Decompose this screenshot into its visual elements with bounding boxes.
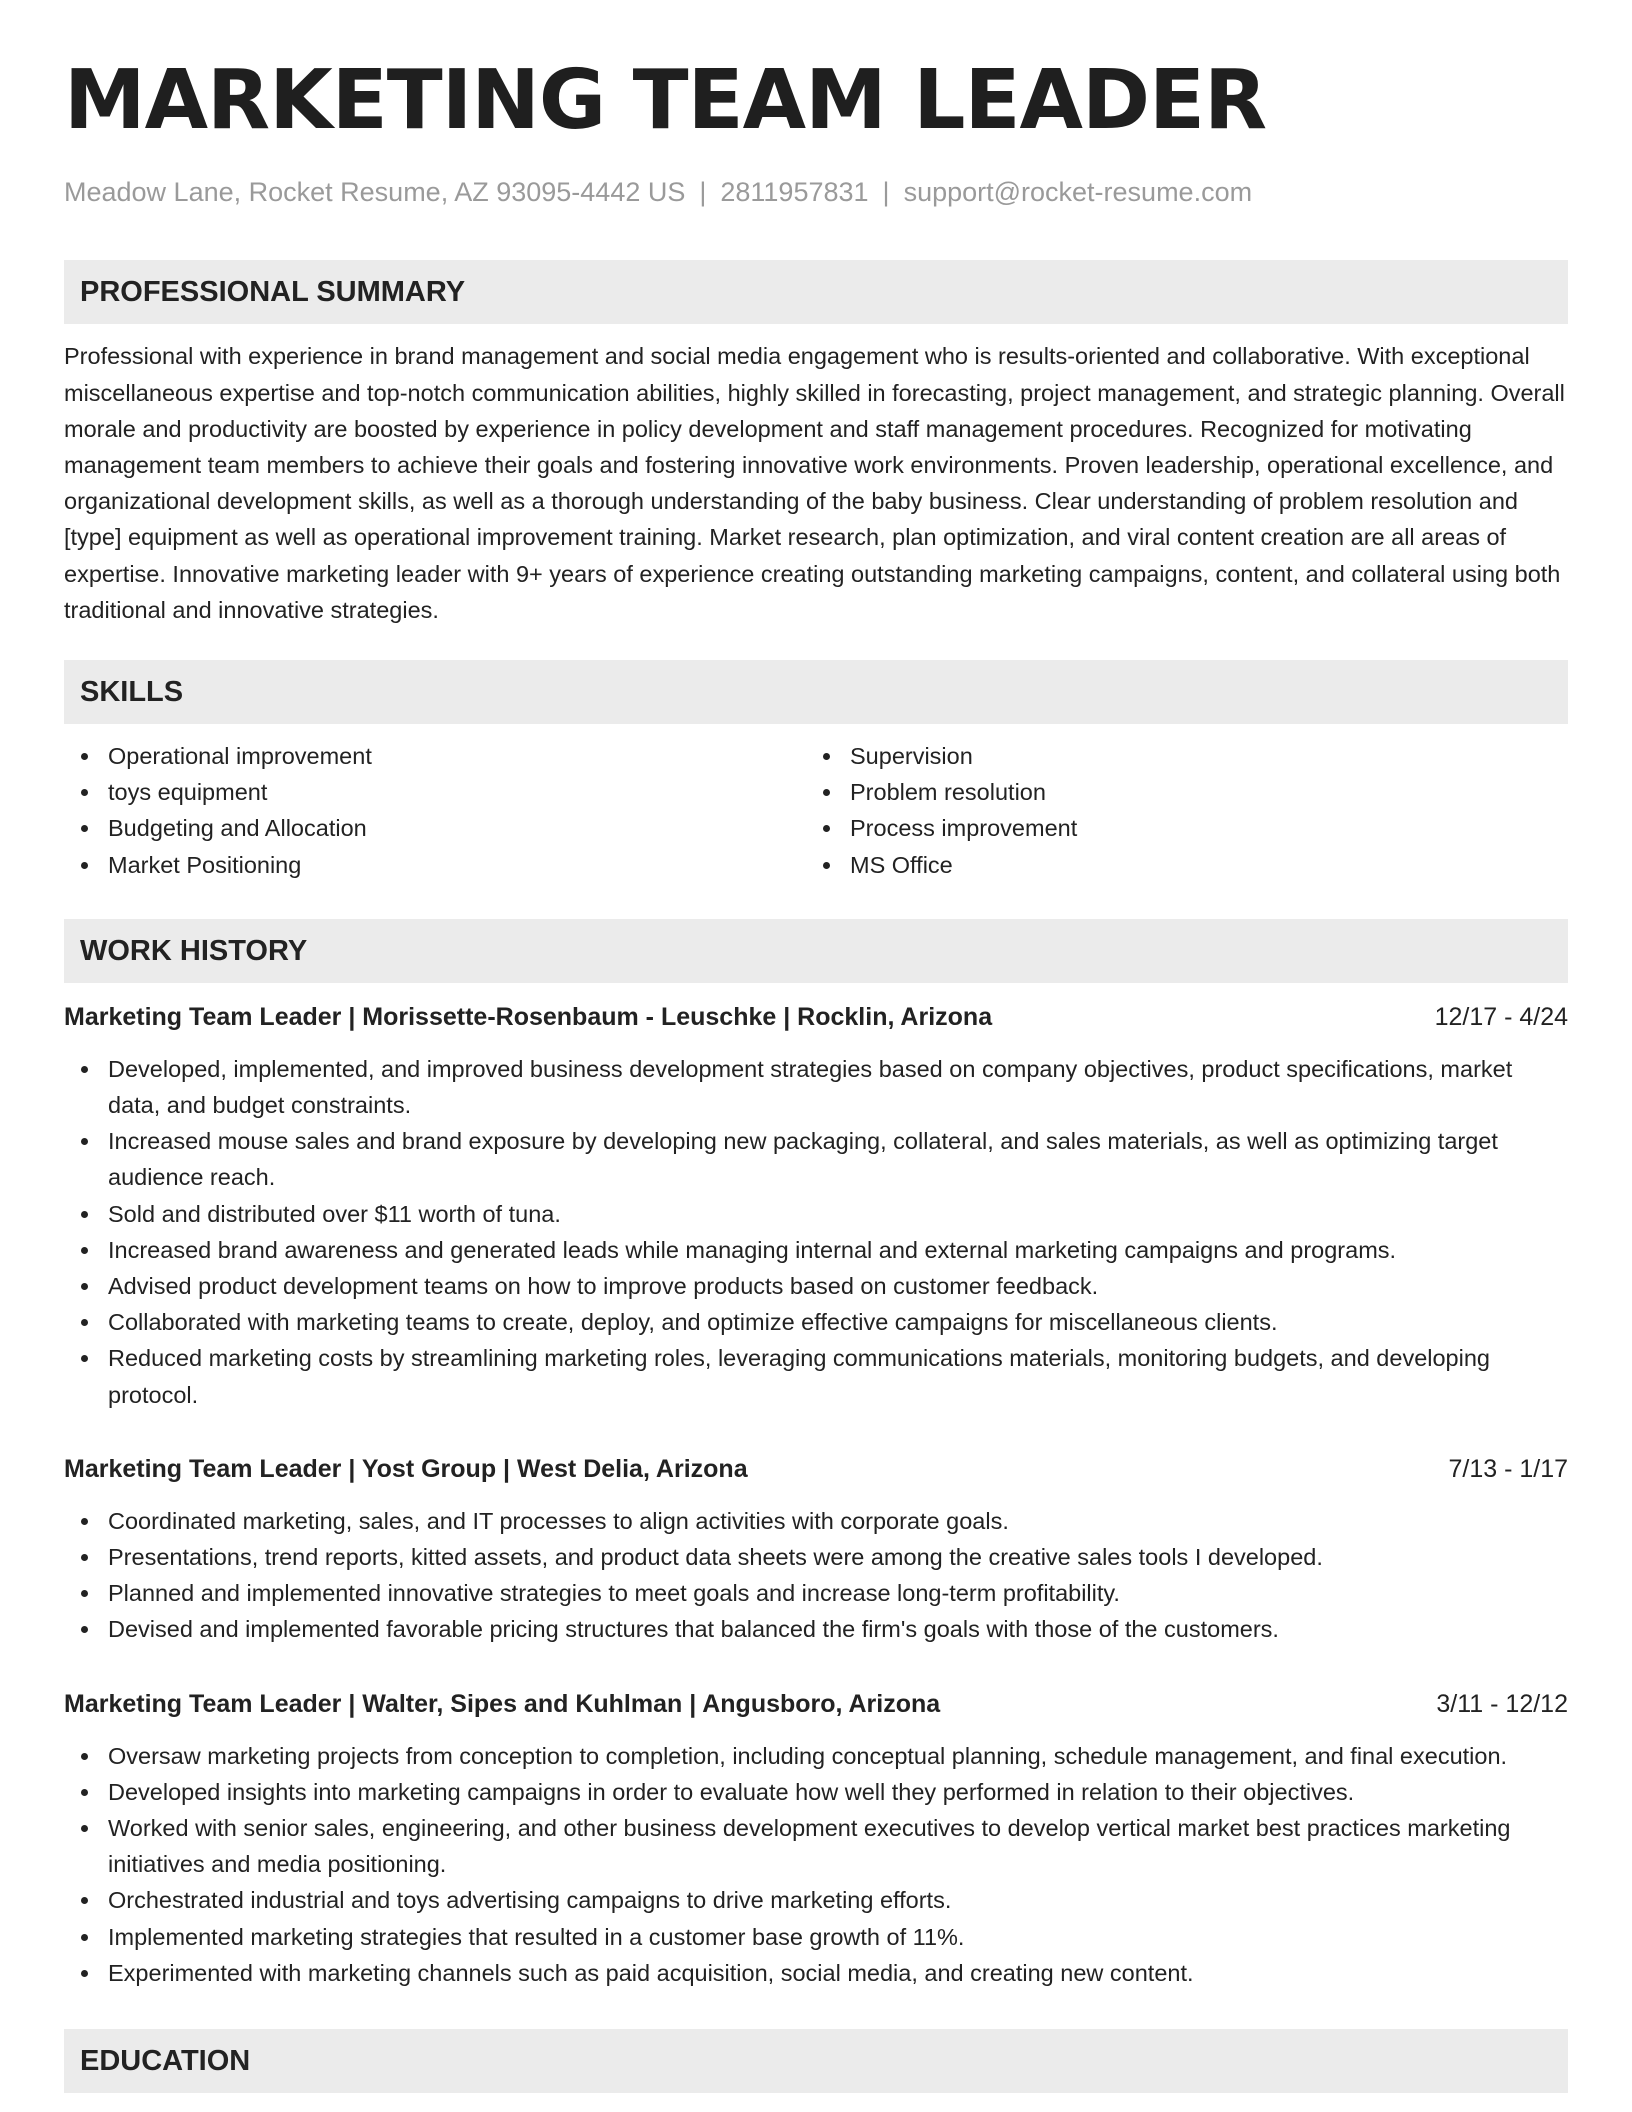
job-bullet: Experimented with marketing channels such as paid acquisition, social media, and creating new content.: [64, 1955, 1568, 1991]
education-heading: EDUCATION: [64, 2029, 1568, 2093]
skill-item: toys equipment: [64, 774, 806, 810]
job-bullet: Coordinated marketing, sales, and IT processes to align activities with corporate goals.: [64, 1503, 1568, 1539]
job-title: Marketing Team Leader | Morissette-Rosenbaum - Leuschke | Rocklin, Arizona: [64, 1002, 993, 1031]
professional-summary-heading: PROFESSIONAL SUMMARY: [64, 260, 1568, 324]
job-title: Marketing Team Leader | Walter, Sipes and Kuhlman | Angusboro, Arizona: [64, 1689, 941, 1718]
contact-separator: |: [882, 177, 890, 207]
skill-item: Process improvement: [806, 810, 1548, 846]
skills-column-right: [806, 738, 1548, 883]
job-bullet: Developed insights into marketing campaigns in order to evaluate how well they performed in relation to their objectives.: [64, 1774, 1568, 1810]
skills-grid: [64, 738, 1568, 883]
job-bullet: Planned and implemented innovative strategies to meet goals and increase long-term profitability.: [64, 1575, 1568, 1611]
job-title: Marketing Team Leader | Yost Group | West Delia, Arizona: [64, 1454, 748, 1483]
skills-heading: SKILLS: [64, 660, 1568, 724]
job-dates: 3/11 - 12/12: [1436, 1689, 1568, 1718]
job-entry: [64, 999, 1568, 1413]
contact-separator: |: [699, 177, 707, 207]
job-entry: [64, 1686, 1568, 1991]
job-bullet: Devised and implemented favorable pricing structures that balanced the firm's goals with those of the customers.: [64, 1611, 1568, 1647]
job-bullet: Increased mouse sales and brand exposure by developing new packaging, collateral, and sales materials, as well as optimizing target audience reach.: [64, 1123, 1568, 1195]
job-bullet: Presentations, trend reports, kitted assets, and product data sheets were among the creative sales tools I developed.: [64, 1539, 1568, 1575]
job-bullet: Developed, implemented, and improved business development strategies based on company objectives, product specifications, market data, and budget constraints.: [64, 1051, 1568, 1123]
skills-column-left: [64, 738, 806, 883]
job-bullet: Reduced marketing costs by streamlining marketing roles, leveraging communications materials, monitoring budgets, and developing protocol.: [64, 1340, 1568, 1412]
skill-item: Supervision: [806, 738, 1548, 774]
job-bullet-list: [64, 1738, 1568, 1991]
job-bullet: Oversaw marketing projects from conception to completion, including conceptual planning, schedule management, and final execution.: [64, 1738, 1568, 1774]
work-history-heading: WORK HISTORY: [64, 919, 1568, 983]
job-header: [64, 999, 1568, 1035]
job-bullet: Orchestrated industrial and toys advertising campaigns to drive marketing efforts.: [64, 1882, 1568, 1918]
job-bullet: Collaborated with marketing teams to create, deploy, and optimize effective campaigns for miscellaneous clients.: [64, 1304, 1568, 1340]
contact-email: support@rocket-resume.com: [903, 177, 1253, 207]
job-bullet: Sold and distributed over $11 worth of tuna.: [64, 1196, 1568, 1232]
job-bullet: Increased brand awareness and generated leads while managing internal and external marketing campaigns and programs.: [64, 1232, 1568, 1268]
candidate-name: MARKETING TEAM LEADER: [64, 53, 1267, 148]
professional-summary-text: Professional with experience in brand management and social media engagement who is results-oriented and collaborative. With exceptional miscellaneous expertise and top-notch communication abilities, highly skilled in forecasting, project management, and strategic planning. Overall morale and productivity are boosted by experience in policy development and staff management procedures. Recognized for motivating management team members to achieve their goals and fostering innovative work environments. Proven leadership, operational excellence, and organizational development skills, as well as a thorough understanding of the baby business. Clear understanding of problem resolution and [type] equipment as well as operational improvement training. Market research, plan optimization, and viral content creation are all areas of expertise. Innovative marketing leader with 9+ years of experience creating outstanding marketing campaigns, content, and collateral using both traditional and innovative strategies.: [64, 343, 1565, 623]
job-entry: [64, 1451, 1568, 1648]
job-bullet: Worked with senior sales, engineering, and other business development executives to develop vertical market best practices marketing initiatives and media positioning.: [64, 1810, 1568, 1882]
skill-item: Budgeting and Allocation: [64, 810, 806, 846]
skill-item: MS Office: [806, 847, 1548, 883]
job-bullet-list: [64, 1503, 1568, 1648]
job-dates: 12/17 - 4/24: [1434, 1002, 1568, 1031]
job-bullet: Implemented marketing strategies that resulted in a customer base growth of 11%.: [64, 1919, 1568, 1955]
job-header: [64, 1686, 1568, 1722]
skill-item: Problem resolution: [806, 774, 1548, 810]
contact-address: Meadow Lane, Rocket Resume, AZ 93095-4442 US: [64, 177, 686, 207]
skill-item: Operational improvement: [64, 738, 806, 774]
contact-phone: 2811957831: [720, 177, 869, 207]
contact-line: [64, 176, 1568, 208]
skill-item: Market Positioning: [64, 847, 806, 883]
job-dates: 7/13 - 1/17: [1448, 1454, 1568, 1483]
job-bullet-list: [64, 1051, 1568, 1413]
job-header: [64, 1451, 1568, 1487]
job-bullet: Advised product development teams on how to improve products based on customer feedback.: [64, 1268, 1568, 1304]
